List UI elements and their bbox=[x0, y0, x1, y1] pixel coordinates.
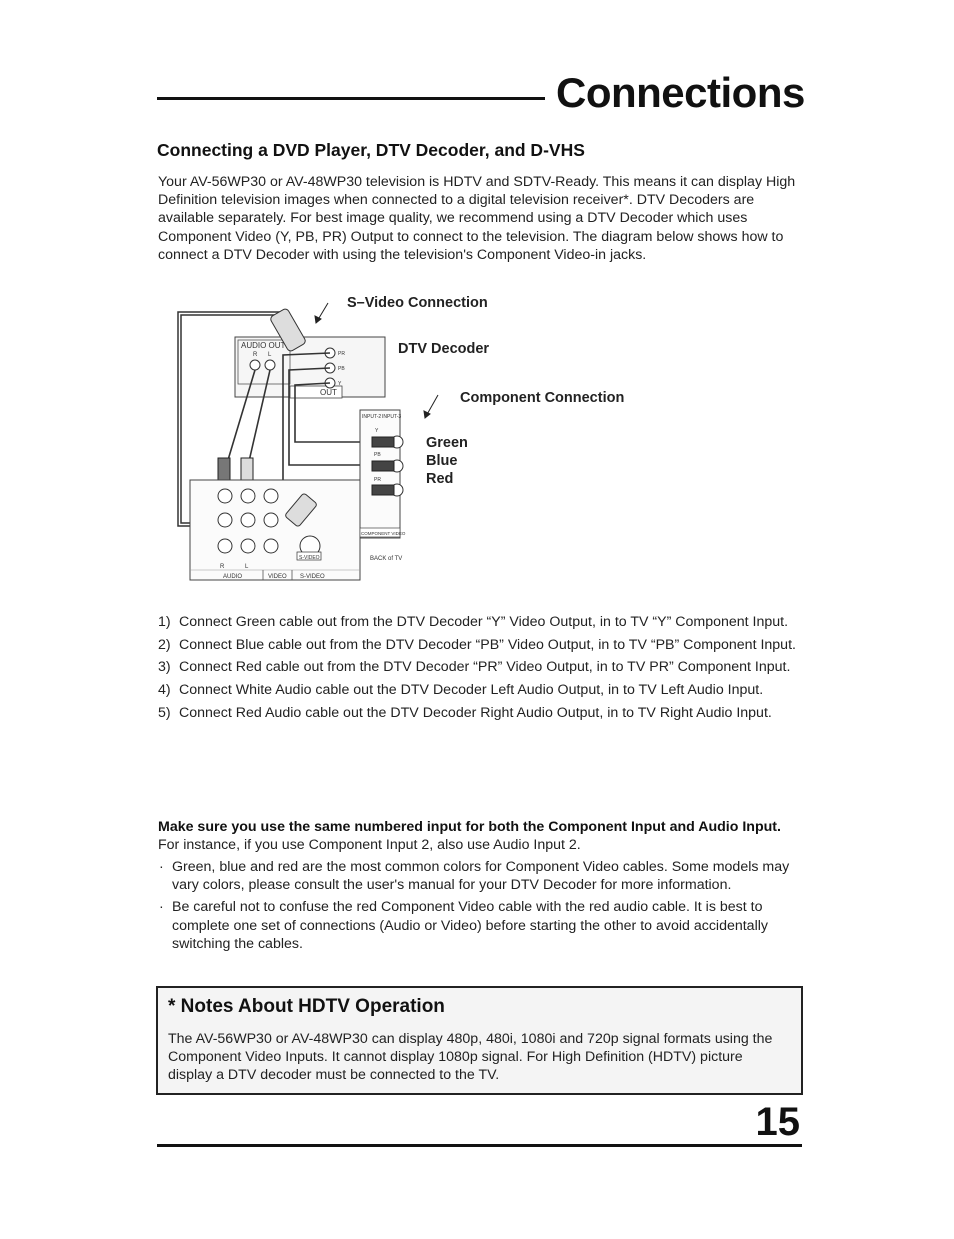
section-title: Connecting a DVD Player, DTV Decoder, and D-VHS bbox=[157, 140, 585, 160]
emphasis-rest: For instance, if you use Component Input 2, also use Audio Input 2. bbox=[158, 837, 581, 854]
dec-jack-l: L bbox=[268, 352, 272, 358]
list-item bbox=[158, 858, 803, 894]
dtv-decoder-panel bbox=[235, 337, 385, 398]
tv-comp-y: Y bbox=[375, 428, 379, 434]
notes-title: * Notes About HDTV Operation bbox=[168, 996, 445, 1017]
tv-component-panel bbox=[360, 410, 406, 538]
steps-list bbox=[158, 613, 803, 727]
back-of-tv-label: BACK of TV bbox=[370, 556, 403, 562]
list-item bbox=[158, 613, 803, 631]
component-plugs bbox=[372, 437, 394, 495]
notes-body: The AV-56WP30 or AV-48WP30 can display 480p, 480i, 1080i and 720p signal formats using the Component Video Inputs. It cannot display 1080p signal. For High Definition (HDTV) picture display a DTV decoder must be connected to the TV. bbox=[168, 1031, 773, 1084]
input3-label: INPUT-3 bbox=[382, 414, 402, 420]
header-rule bbox=[157, 97, 545, 100]
step-text: Connect Red Audio cable out the DTV Decoder Right Audio Output, in to TV Right Audio Input. bbox=[179, 704, 772, 721]
dec-jack-pb: PB bbox=[338, 366, 345, 372]
tv-jack-r: R bbox=[220, 564, 225, 570]
tv-svideo-label: S-VIDEO bbox=[300, 574, 325, 580]
tv-comp-pb: PB bbox=[374, 452, 381, 458]
step-number: 2) bbox=[158, 636, 171, 653]
tv-audio-label: AUDIO bbox=[223, 574, 243, 580]
blue-label: Blue bbox=[426, 453, 458, 469]
dtv-decoder-label: DTV Decoder bbox=[398, 341, 490, 357]
emphasis-bold: Make sure you use the same numbered input for both the Component Input and Audio Input. bbox=[158, 819, 781, 835]
connection-diagram bbox=[170, 290, 650, 595]
intro-paragraph: Your AV-56WP30 or AV-48WP30 television is HDTV and SDTV-Ready. This means it can display High Definition television images when connected to a digital television receiver*. DTV Decoders are available separately. For best image quality, we recommend using a DTV Decoder which uses Component Video (Y, PB, PR) Output to connect to the television. The diagram below shows how to connect a DTV Decoder with using the television's Component Video-in jacks. bbox=[158, 174, 796, 263]
step-text: Connect Green cable out from the DTV Decoder “Y” Video Output, in to TV “Y” Component Input. bbox=[179, 614, 789, 630]
step-text: Connect White Audio cable out the DTV Decoder Left Audio Output, in to TV Left Audio Input. bbox=[179, 682, 764, 699]
input2-label: INPUT-2 bbox=[362, 414, 382, 420]
bullet-mark: · bbox=[159, 859, 164, 875]
step-number: 3) bbox=[158, 659, 171, 676]
step-text: Connect Blue cable out from the DTV Decoder “PB” Video Output, in to TV “PB” Component Input. bbox=[179, 636, 796, 653]
svideo-connection-label: S–Video Connection bbox=[347, 295, 488, 311]
page-title: Connections bbox=[556, 69, 805, 116]
step-text: Connect Red cable out from the DTV Decoder “PR” Video Output, in to TV PR” Component Input. bbox=[179, 659, 791, 676]
audio-out-label: AUDIO OUT bbox=[241, 341, 286, 350]
page-number: 15 bbox=[755, 1100, 800, 1144]
component-connection-label: Component Connection bbox=[460, 390, 625, 406]
notes-box bbox=[156, 986, 803, 1095]
emphasis-paragraph bbox=[158, 818, 803, 854]
tv-jack-l: L bbox=[245, 564, 249, 570]
footer-rule bbox=[157, 1144, 802, 1147]
bullets-list bbox=[158, 858, 803, 957]
component-video-label: COMPONENT VIDEO bbox=[361, 531, 406, 536]
step-number: 4) bbox=[158, 682, 171, 699]
tv-comp-pr: PR bbox=[374, 477, 381, 483]
tv-video-label: VIDEO bbox=[268, 574, 287, 580]
step-number: 1) bbox=[158, 614, 171, 630]
green-label: Green bbox=[426, 435, 468, 451]
list-item bbox=[158, 704, 803, 722]
step-number: 5) bbox=[158, 704, 171, 721]
tv-back-panel bbox=[190, 480, 360, 580]
dec-jack-r: R bbox=[253, 352, 258, 358]
bullet-text: Green, blue and red are the most common colors for Component Video cables. Some models may vary colors, please consult the user's manual for your DTV Decoder for more information. bbox=[172, 859, 790, 894]
bullet-mark: · bbox=[159, 899, 164, 916]
red-label: Red bbox=[426, 471, 454, 487]
list-item bbox=[158, 636, 803, 654]
dec-jack-pr: PR bbox=[338, 351, 345, 357]
out-label: OUT bbox=[320, 388, 337, 397]
list-item bbox=[158, 898, 803, 953]
list-item bbox=[158, 658, 803, 676]
list-item bbox=[158, 681, 803, 699]
svideo-tag: S-VIDEO bbox=[299, 555, 320, 561]
bullet-text: Be careful not to confuse the red Component Video cable with the red audio cable. It is best to complete one set of connections (Audio or Video) before starting the other to avoid accidentally switching the cables. bbox=[172, 899, 768, 952]
dec-jack-y: Y bbox=[338, 381, 342, 387]
